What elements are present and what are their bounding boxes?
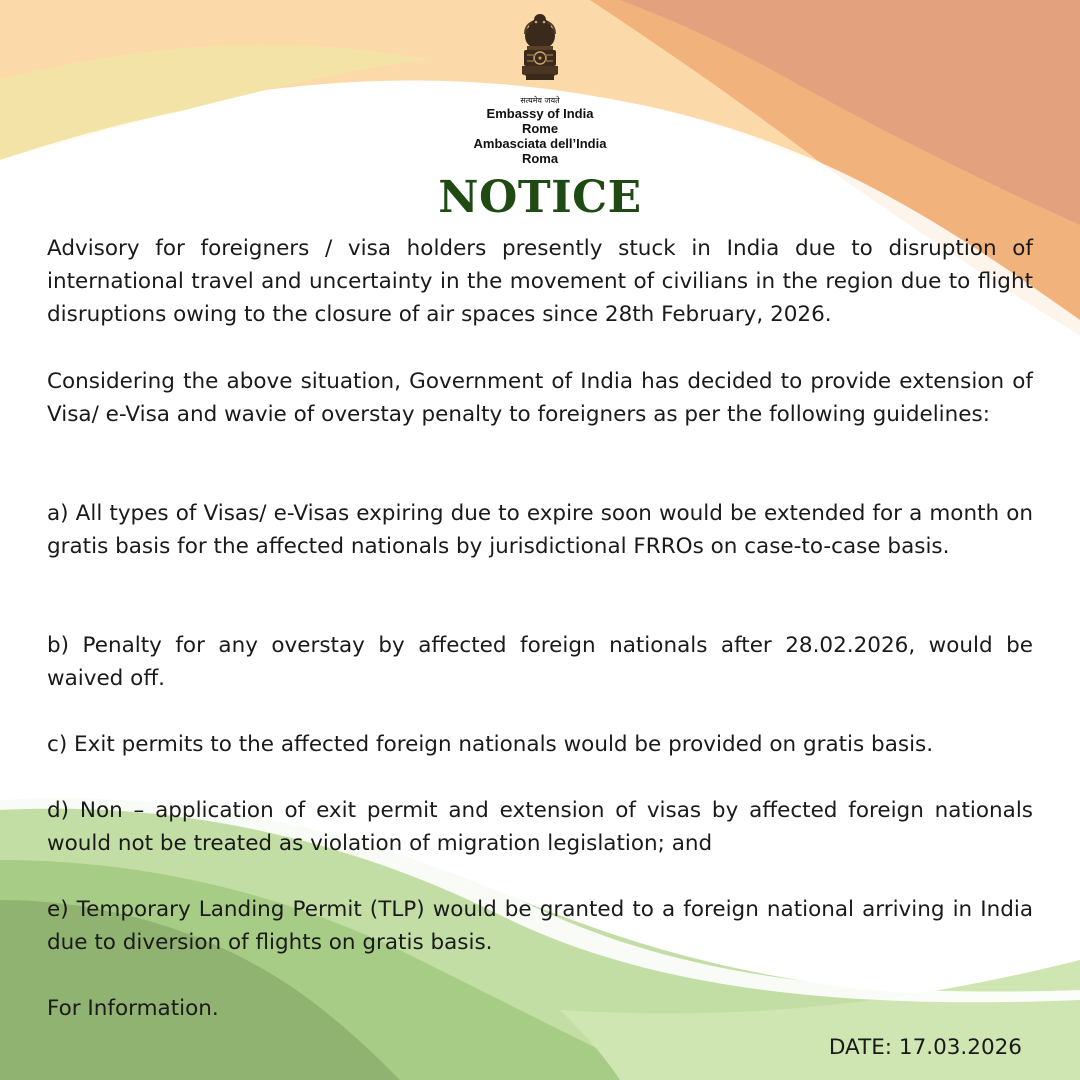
notice-date: DATE: 17.03.2026 <box>828 1035 1022 1060</box>
guideline-d: d) Non – application of exit permit and extension of visas by affected foreign nationals would not be treated as violation of migration legislation; and <box>47 798 1033 856</box>
embassy-name-english: Embassy of India <box>486 106 594 121</box>
national-emblem-icon <box>510 8 570 98</box>
notice-title: NOTICE <box>438 172 642 223</box>
guideline-c: c) Exit permits to the affected foreign nationals would be provided on gratis basis. <box>47 732 934 757</box>
intro-paragraph: Advisory for foreigners / visa holders presently stuck in India due to disruption of international travel and uncertainty in the movement of civilians in the region due to flight disruptions owing to the closure of air spaces since 28th February, 2026. <box>47 236 1033 327</box>
closing-line: For Information. <box>47 996 219 1021</box>
emblem-motto: सत्यमेव जयते <box>520 96 560 105</box>
city-name-english: Rome <box>521 121 559 136</box>
letterhead <box>0 8 1080 166</box>
guideline-b: b) Penalty for any overstay by affected foreign nationals after 28.02.2026, would be waived off. <box>47 633 1033 691</box>
considering-paragraph: Considering the above situation, Government of India has decided to provide extension of Visa/ e-Visa and wavie of overstay penalty to foreigners as per the following guidelines: <box>47 369 1033 427</box>
guideline-e: e) Temporary Landing Permit (TLP) would be granted to a foreign national arriving in India due to diversion of flights on gratis basis. <box>47 897 1033 955</box>
city-name-italian: Roma <box>521 151 559 166</box>
guideline-a: a) All types of Visas/ e-Visas expiring due to expire soon would be extended for a month on gratis basis for the affected nationals by jurisdictional FRROs on case-to-case basis. <box>47 501 1033 559</box>
embassy-name-italian: Ambasciata dell’India <box>473 136 607 151</box>
